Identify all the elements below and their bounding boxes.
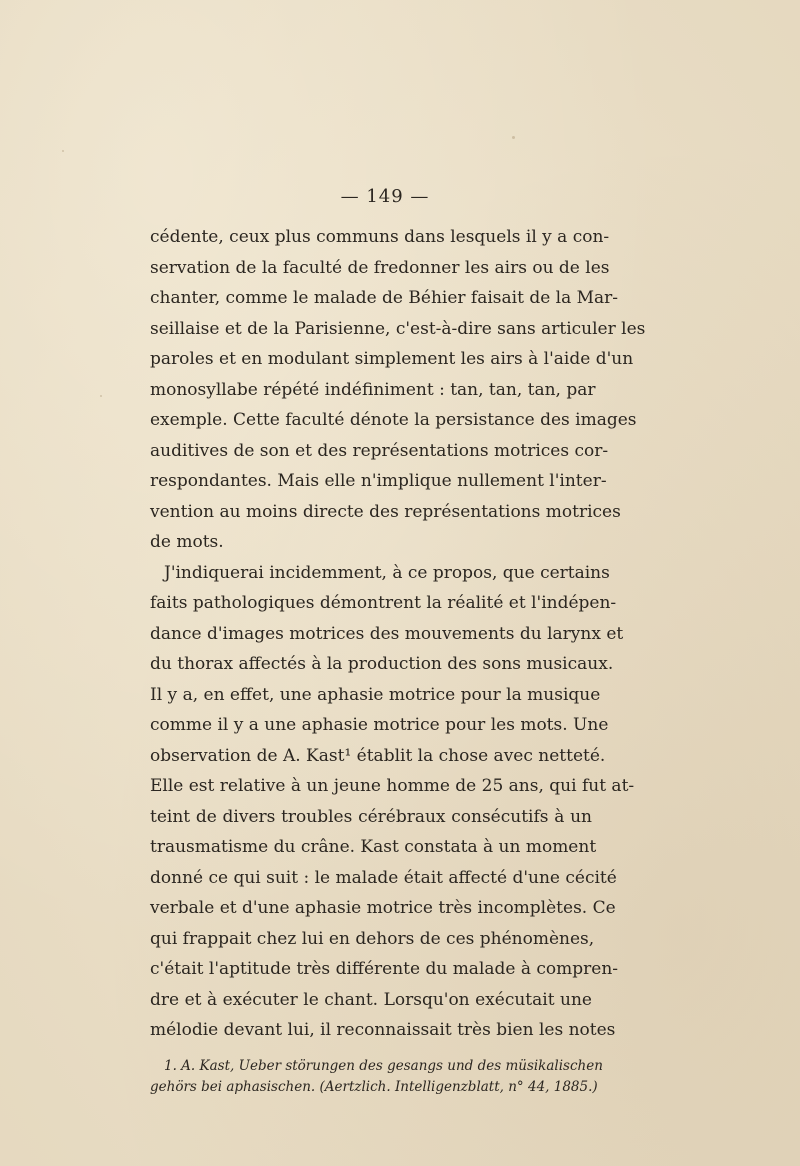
body-line: servation de la faculté de fredonner les airs ou de les xyxy=(150,257,610,278)
footnote-line: 1. A. Kast, Ueber störungen des gesangs und des müsikalischen xyxy=(164,1057,603,1074)
body-line: seillaise et de la Parisienne, c'est-à-dire sans articuler les xyxy=(150,318,646,339)
body-line: Elle est relative à un jeune homme de 25 ans, qui fut at- xyxy=(150,776,635,796)
body-line: comme il y a une aphasie motrice pour les mots. Une xyxy=(150,715,609,735)
body-line: de mots. xyxy=(150,532,224,552)
body-line: c'était l'aptitude très différente du malade à compren- xyxy=(150,959,619,979)
paper-stain xyxy=(62,150,64,152)
body-text xyxy=(150,222,646,1046)
body-line: qui frappait chez lui en dehors de ces phénomènes, xyxy=(150,928,595,949)
page-number: — 149 — xyxy=(340,186,430,207)
body-line: dre et à exécuter le chant. Lorsqu'on exécutait une xyxy=(150,989,592,1010)
footnote-line: gehörs bei aphasischen. (Aertzlich. Intelligenzblatt, n° 44, 1885.) xyxy=(150,1078,598,1095)
page-text xyxy=(150,186,646,1098)
body-line: vention au moins directe des représentations motrices xyxy=(150,501,621,522)
body-line: du thorax affectés à la production des sons musicaux. xyxy=(150,654,614,674)
paper-stain xyxy=(512,136,515,139)
body-line: auditives de son et des représentations motrices cor- xyxy=(150,440,609,461)
paper-stain xyxy=(100,395,102,397)
body-line: observation de A. Kast¹ établit la chose avec netteté. xyxy=(150,745,606,766)
body-line: verbale et d'une aphasie motrice très incomplètes. Ce xyxy=(150,898,616,918)
body-line: monosyllabe répété indéfiniment : tan, tan, tan, par xyxy=(150,379,596,400)
body-line: faits pathologiques démontrent la réalité et l'indépen- xyxy=(150,593,617,613)
body-line: donné ce qui suit : le malade était affecté d'une cécité xyxy=(150,867,617,888)
body-line: J'indiquerai incidemment, à ce propos, que certains xyxy=(164,562,610,583)
body-line: chanter, comme le malade de Béhier faisait de la Mar- xyxy=(150,288,619,308)
body-line: mélodie devant lui, il reconnaissait très bien les notes xyxy=(150,1020,616,1040)
body-line: paroles et en modulant simplement les airs à l'aide d'un xyxy=(150,349,634,369)
body-line: exemple. Cette faculté dénote la persistance des images xyxy=(150,410,637,430)
body-line: Il y a, en effet, une aphasie motrice pour la musique xyxy=(150,684,601,705)
body-line: respondantes. Mais elle n'implique nullement l'inter- xyxy=(150,471,607,491)
body-line: dance d'images motrices des mouvements du larynx et xyxy=(150,623,624,644)
body-line: teint de divers troubles cérébraux consécutifs à un xyxy=(150,806,592,827)
body-line: trausmatisme du crâne. Kast constata à un moment xyxy=(150,837,597,857)
footnote xyxy=(150,1056,603,1098)
body-line: cédente, ceux plus communs dans lesquels il y a con- xyxy=(150,227,610,247)
